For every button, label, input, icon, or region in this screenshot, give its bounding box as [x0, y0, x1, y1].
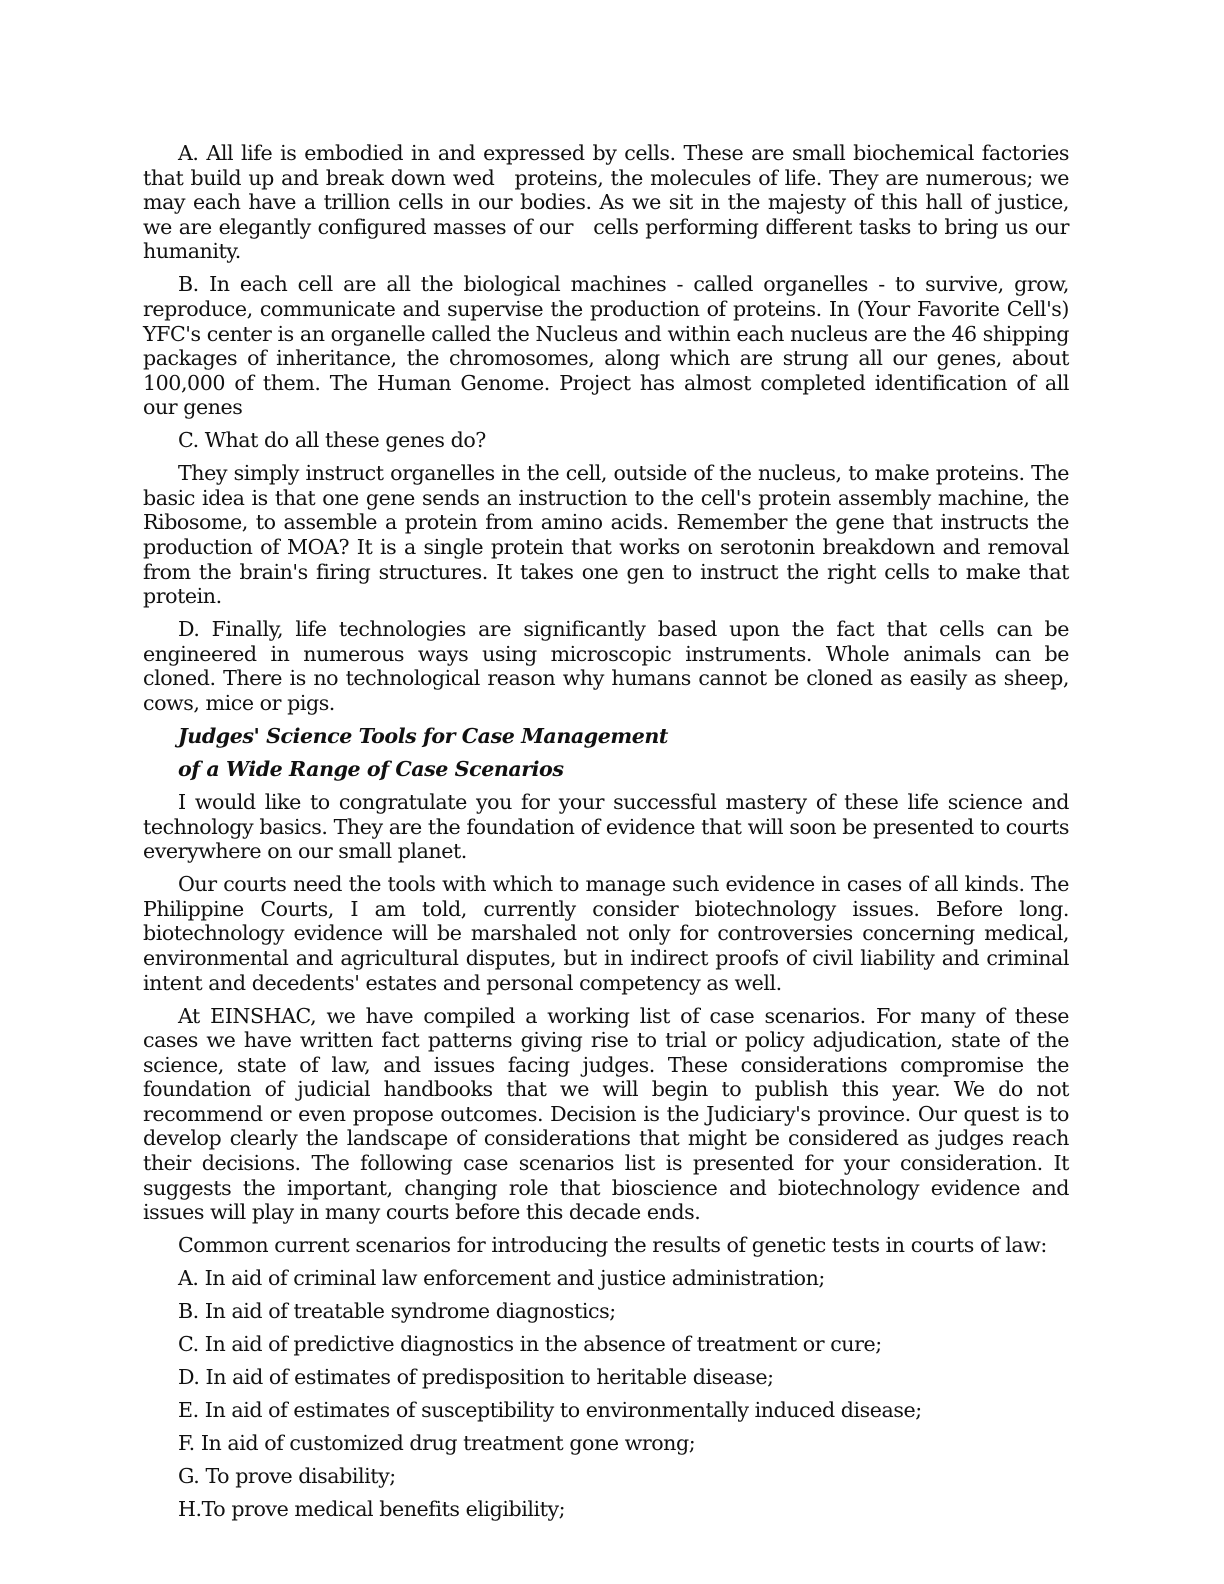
- section-heading-line1: Judges' Science Tools for Case Management: [178, 724, 668, 749]
- paragraph-genes-question: C. What do all these genes do?: [178, 428, 486, 453]
- list-item: B. In aid of treatable syndrome diagnostics;: [178, 1299, 616, 1324]
- paragraph-congratulate: I would like to congratulate you for your successful mastery of these life science and technology basics. They are the foundation of evidence that will soon be presented to courts everywhere on our small planet.: [143, 789, 1069, 864]
- list-item: D. In aid of estimates of predisposition to heritable disease;: [178, 1365, 774, 1390]
- paragraph-genes-answer: They simply instruct organelles in the cell, outside of the nucleus, to make proteins. The basic idea is that one gene sends an instruction to the cell's protein assembly machine, the Ribosome, to assemble a protein from amino acids. Remember the gene that instructs the production of MOA? It is a single protein that works on serotonin breakdown and removal from the brain's firing structures. It takes one gen to instruct the right cells to make that protein.: [143, 461, 1069, 609]
- list-item: C. In aid of predictive diagnostics in the absence of treatment or cure;: [178, 1332, 882, 1357]
- paragraph-einshac: At EINSHAC, we have compiled a working list of case scenarios. For many of these cases we have written fact patterns giving rise to trial or policy adjudication, state of the science, state of law, and issues facing judges. These considerations compromise the foundation of judicial handbooks that we will begin to publish this year. We do not recommend or even propose outcomes. Decision is the Judiciary's province. Our quest is to develop clearly the landscape of considerations that might be considered as judges reach their decisions. The following case scenarios list is presented for your consideration. It suggests the important, changing role that bioscience and biotechnology evidence and issues will play in many courts before this decade ends.: [143, 1003, 1069, 1225]
- section-heading-line2: of a Wide Range of Case Scenarios: [178, 757, 564, 781]
- paragraph-life-technologies: D. Finally, life technologies are significantly based upon the fact that cells can be engineered in numerous ways using microscopic instruments. Whole animals can be cloned. There is no technological reason why humans cannot be cloned as easily as sheep, cows, mice or pigs.: [143, 617, 1069, 716]
- list-item: F. In aid of customized drug treatment gone wrong;: [178, 1431, 696, 1456]
- list-item: H.To prove medical benefits eligibility;: [178, 1497, 566, 1522]
- document-page: [143, 141, 1069, 1530]
- paragraph-cells: A. All life is embodied in and expressed by cells. These are small biochemical factories that build up and break down wed proteins, the molecules of life. They are numerous; we may each have a trillion cells in our bodies. As we sit in the majesty of this hall of justice, we are elegantly configured masses of our cells performing different tasks to bring us our humanity.: [143, 141, 1069, 264]
- list-item: G. To prove disability;: [178, 1464, 396, 1489]
- paragraph-organelles: B. In each cell are all the biological machines - called organelles - to survive, grow, reproduce, communicate and supervise the production of proteins. In (Your Favorite Cell's) YFC's center is an organelle called the Nucleus and within each nucleus are the 46 shipping packages of inheritance, the chromosomes, along which are strung all our genes, about 100,000 of them. The Human Genome. Project has almost completed identification of all our genes: [143, 272, 1069, 420]
- list-intro: Common current scenarios for introducing the results of genetic tests in courts of law:: [178, 1233, 1047, 1258]
- list-item: E. In aid of estimates of susceptibility to environmentally induced disease;: [178, 1398, 922, 1423]
- paragraph-courts-tools: Our courts need the tools with which to manage such evidence in cases of all kinds. The Philippine Courts, I am told, currently consider biotechnology issues. Before long. biotechnology evidence will be marshaled not only for controversies concerning medical, environmental and agricultural disputes, but in indirect proofs of civil liability and criminal intent and decedents' estates and personal competency as well.: [143, 872, 1069, 995]
- list-item: A. In aid of criminal law enforcement and justice administration;: [178, 1266, 825, 1291]
